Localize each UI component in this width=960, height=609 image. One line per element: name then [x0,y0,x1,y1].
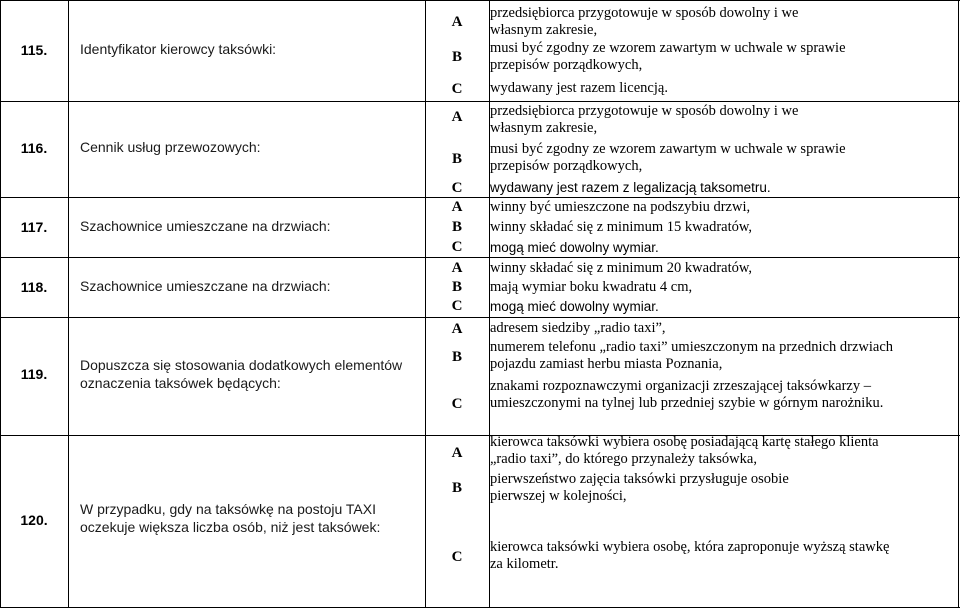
answer-letter: C [451,549,463,565]
question-separator [0,257,960,258]
answer-text: numerem telefonu „radio taxi” umieszczonym na przednich drzwiach pojazdu zamiast herbu miasta Poznania, [490,339,894,372]
answer-letter: A [451,321,463,337]
answer-letter: C [451,298,463,314]
answer-text: mogą mieć dowolny wymiar. [490,299,659,314]
answer-text: musi być zgodny ze wzorem zawartym w uchwale w sprawie przepisów porządkowych, [490,141,846,174]
answer-letter: A [451,260,463,276]
question-separator [0,197,960,198]
answer-letter: B [451,349,462,365]
question-text: Dopuszcza się stosowania dodatkowych elementów oznaczenia taksówek będących: [80,357,403,391]
question-text: Szachownice umieszczane na drzwiach: [80,218,331,234]
answer-letter: B [451,151,462,167]
answer-text: znakami rozpoznawczymi organizacji zrzeszającej taksówkarzy – umieszczonymi na tylnej lub przedniej szybie w górnym narożniku. [490,378,884,411]
answer-text: mają wymiar boku kwadratu 4 cm, [490,279,693,295]
answer-text: wydawany jest razem z legalizacją taksometru. [490,180,771,195]
answer-text: kierowca taksówki wybiera osobę posiadającą kartę stałego klienta „radio taxi”, do którego przynależy taksówka, [490,434,879,467]
answer-letter: C [451,180,463,196]
answer-letter: B [451,49,462,65]
answer-text: przedsiębiorca przygotowuje w sposób dowolny i we własnym zakresie, [490,103,799,136]
question-separator [0,317,960,318]
answer-text: pierwszeństwo zajęcia taksówki przysługuje osobie pierwszej w kolejności, [490,471,789,504]
table-border-right [958,0,959,608]
question-number: 119. [20,366,48,382]
question-number: 117. [20,219,48,235]
question-number: 116. [20,140,48,156]
answer-text: kierowca taksówki wybiera osobę, która zaproponuje wyższą stawkę za kilometr. [490,539,890,572]
question-number: 120. [20,512,48,528]
question-number: 118. [20,279,48,295]
table-border-top [0,0,960,1]
answer-text: adresem siedziby „radio taxi”, [490,320,666,336]
question-text: Szachownice umieszczane na drzwiach: [80,278,331,294]
answer-text: musi być zgodny ze wzorem zawartym w uchwale w sprawie przepisów porządkowych, [490,40,846,73]
answer-letter: B [451,279,462,295]
question-text: W przypadku, gdy na taksówkę na postoju TAXI oczekuje większa liczba osób, niż jest taksówek: [80,501,381,535]
answer-letter: C [451,239,463,255]
answer-letter: A [451,199,463,215]
answer-letter: C [451,396,463,412]
answer-text: przedsiębiorca przygotowuje w sposób dowolny i we własnym zakresie, [490,5,799,38]
answer-text: winny składać się z minimum 15 kwadratów, [490,219,753,235]
answer-text: winny być umieszczone na podszybiu drzwi, [490,199,751,215]
answer-text: wydawany jest razem licencją. [490,80,668,96]
question-separator [0,101,960,102]
answer-text: winny składać się z minimum 20 kwadratów, [490,260,753,276]
question-text: Cennik usług przewozowych: [80,139,261,155]
answer-letter: B [451,480,462,496]
answer-letter: A [451,445,463,461]
answer-letter: A [451,109,463,125]
answer-letter: A [451,14,463,30]
answer-letter: B [451,219,462,235]
question-number: 115. [20,42,48,58]
column-divider-number [68,0,69,608]
answer-letter: C [451,81,463,97]
table-border-bottom [0,607,960,608]
question-text: Identyfikator kierowcy taksówki: [80,41,277,57]
answer-text: mogą mieć dowolny wymiar. [490,240,659,255]
